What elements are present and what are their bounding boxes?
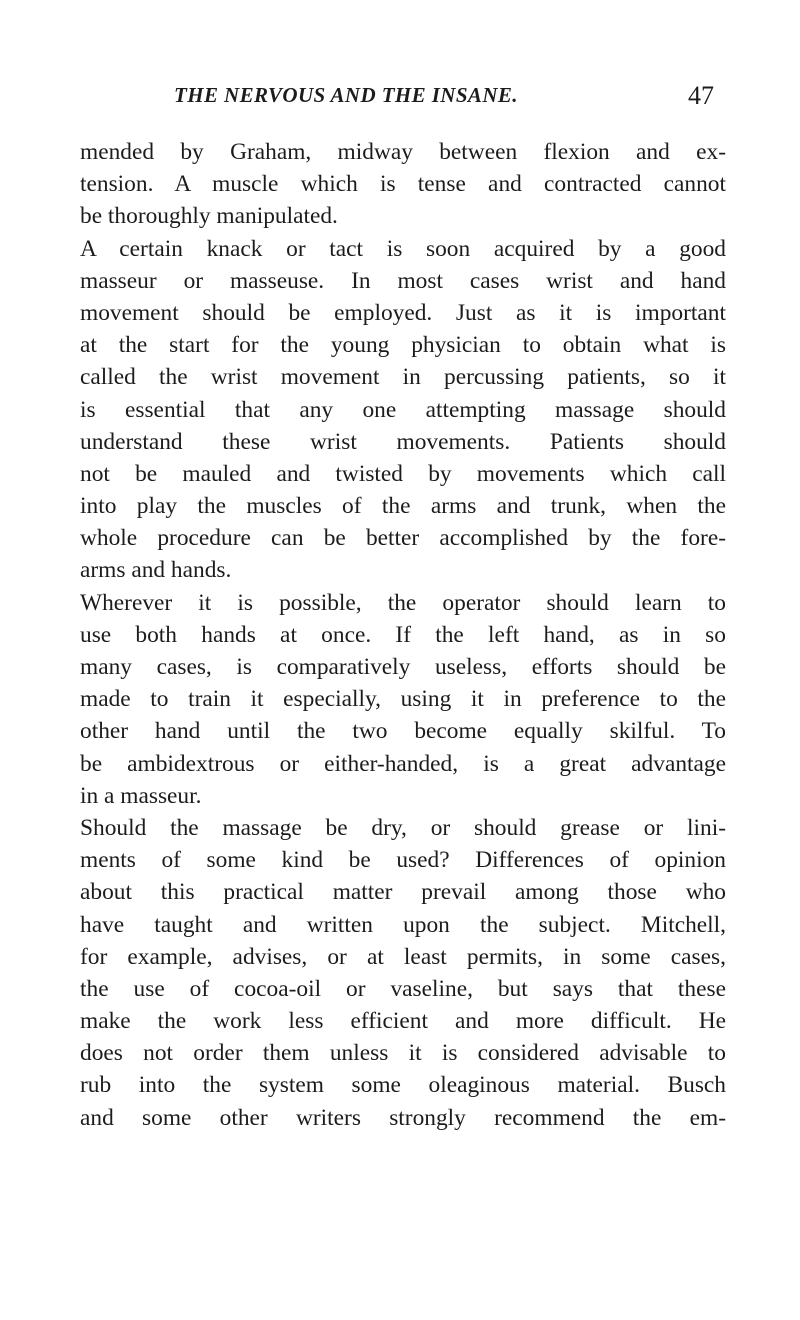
text-line: mended by Graham, midway between flexion and ex-	[80, 139, 726, 165]
text-line: not be mauled and twisted by movements which call	[80, 460, 726, 487]
text-line: other hand until the two become equally skilful. To	[80, 718, 726, 745]
text-line: many cases, is comparatively useless, efforts should be	[80, 654, 726, 680]
text-line: have taught and written upon the subject. Mitchell,	[80, 911, 726, 938]
text-line: be thoroughly manipulated.	[80, 203, 338, 230]
text-line: make the work less efficient and more difficult. He	[80, 1008, 726, 1035]
text-line: ments of some kind be used? Differences of opinion	[80, 847, 726, 874]
text-line: made to train it especially, using it in preference to the	[80, 686, 726, 713]
text-line: arms and hands.	[80, 557, 232, 584]
text-line: in a masseur.	[80, 782, 202, 809]
text-line: into play the muscles of the arms and trunk, when the	[80, 493, 726, 520]
text-line: called the wrist movement in percussing patients, so it	[80, 364, 726, 391]
text-line: masseur or masseuse. In most cases wrist and hand	[80, 267, 726, 294]
text-line: tension. A muscle which is tense and contracted cannot	[80, 171, 726, 198]
text-line: use both hands at once. If the left hand, as in so	[80, 621, 726, 648]
text-line: movement should be employed. Just as it is important	[80, 299, 726, 326]
running-head	[80, 83, 720, 117]
text-line: does not order them unless it is considered advisable to	[80, 1040, 726, 1067]
page-number: 47	[688, 81, 714, 110]
text-line: is essential that any one attempting massage should	[80, 396, 726, 423]
text-line: rub into the system some oleaginous material. Busch	[80, 1072, 726, 1099]
body-text	[80, 136, 726, 1134]
text-line: at the start for the young physician to obtain what is	[80, 332, 726, 359]
running-title: THE NERVOUS AND THE INSANE.	[174, 83, 518, 107]
text-line: be ambidextrous or either-handed, is a great advantage	[80, 750, 726, 777]
text-line: whole procedure can be better accomplished by the fore-	[80, 525, 726, 552]
text-line: the use of cocoa-oil or vaseline, but says that these	[80, 975, 726, 1002]
text-line: A certain knack or tact is soon acquired by a good	[80, 235, 726, 262]
text-line: for example, advises, or at least permits, in some cases,	[80, 943, 726, 970]
text-line: and some other writers strongly recommend the em-	[80, 1104, 726, 1131]
text-line: Should the massage be dry, or should grease or lini-	[80, 814, 726, 841]
text-line: Wherever it is possible, the operator should learn to	[80, 589, 726, 616]
text-line: understand these wrist movements. Patients should	[80, 428, 726, 455]
text-line: about this practical matter prevail among those who	[80, 879, 726, 906]
